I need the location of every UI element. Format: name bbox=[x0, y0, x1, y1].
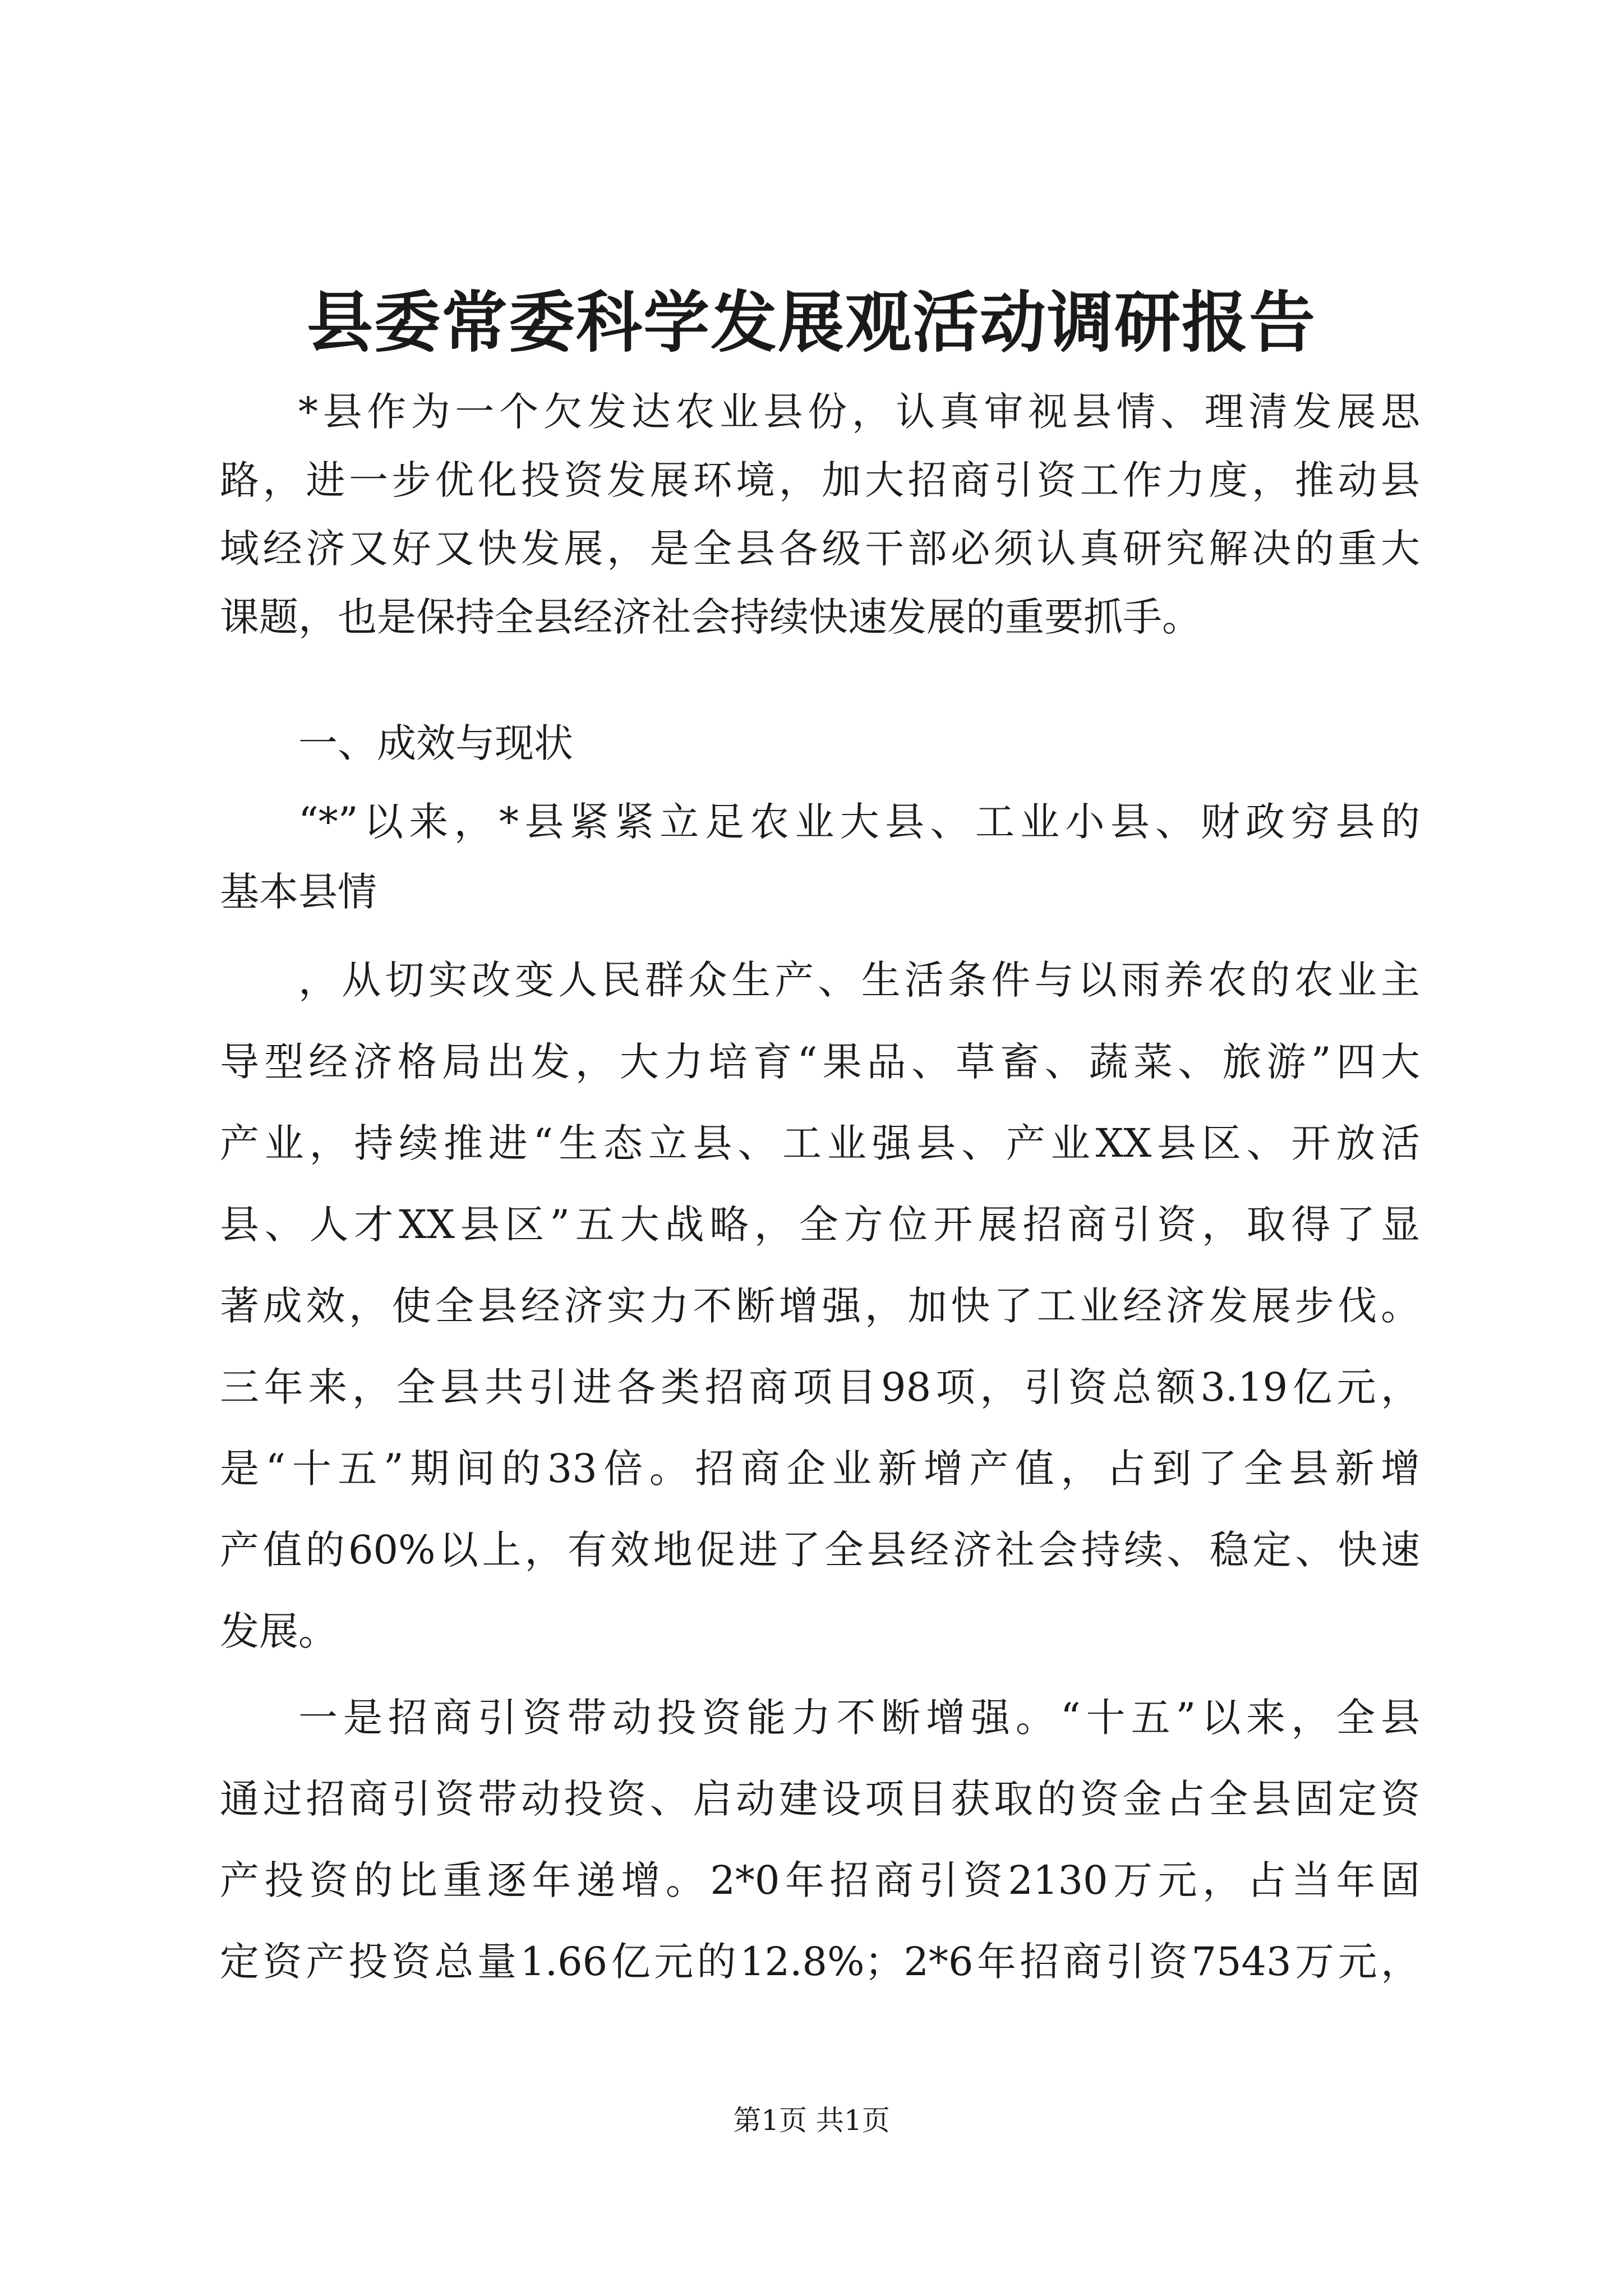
paragraph-line: ，从切实改变人民群众生产、生活条件与以雨养农的农业主 bbox=[298, 957, 1420, 1003]
paragraph-line: 路，进一步优化投资发展环境，加大招商引资工作力度，推动县 bbox=[220, 457, 1420, 503]
paragraph-line: 著成效，使全县经济实力不断增强，加快了工业经济发展步伐。 bbox=[220, 1283, 1420, 1329]
paragraph-line: 通过招商引资带动投资、启动建设项目获取的资金占全县固定资 bbox=[220, 1776, 1420, 1822]
paragraph-line: 课题，也是保持全县经济社会持续快速发展的重要抓手。 bbox=[220, 594, 1201, 640]
page-number: 第1页 共1页 bbox=[733, 2104, 890, 2137]
paragraph-line: 一是招商引资带动投资能力不断增强。“十五”以来，全县 bbox=[298, 1695, 1420, 1741]
paragraph-line: 县、人才XX县区”五大战略，全方位开展招商引资，取得了显 bbox=[220, 1202, 1420, 1248]
paragraph-line: 定资产投资总量1.66亿元的12.8%；2*6年招商引资7543万元， bbox=[220, 1939, 1420, 1985]
paragraph-line: “*”以来，*县紧紧立足农业大县、工业小县、财政穷县的 bbox=[298, 799, 1420, 845]
paragraph-line: 域经济又好又快发展，是全县各级干部必须认真研究解决的重大 bbox=[220, 526, 1420, 572]
paragraph-line: 产值的60%以上，有效地促进了全县经济社会持续、稳定、快速 bbox=[220, 1527, 1420, 1573]
paragraph-line: 产业，持续推进“生态立县、工业强县、产业XX县区、开放活 bbox=[220, 1120, 1420, 1166]
paragraph-line: *县作为一个欠发达农业县份，认真审视县情、理清发展思 bbox=[298, 389, 1420, 435]
paragraph-line: 导型经济格局出发，大力培育“果品、草畜、蔬菜、旅游”四大 bbox=[220, 1039, 1420, 1085]
paragraph-line: 是“十五”期间的33倍。招商企业新增产值，占到了全县新增 bbox=[220, 1446, 1420, 1492]
paragraph-line: 发展。 bbox=[220, 1608, 338, 1654]
section-heading: 一、成效与现状 bbox=[298, 720, 573, 766]
paragraph-line: 三年来，全县共引进各类招商项目98项，引资总额3.19亿元， bbox=[220, 1364, 1420, 1410]
document-title: 县委常委科学发展观活动调研报告 bbox=[306, 283, 1316, 361]
paragraph-line: 基本县情 bbox=[220, 869, 377, 915]
paragraph-line: 产投资的比重逐年递增。2*0年招商引资2130万元，占当年固 bbox=[220, 1857, 1420, 1903]
